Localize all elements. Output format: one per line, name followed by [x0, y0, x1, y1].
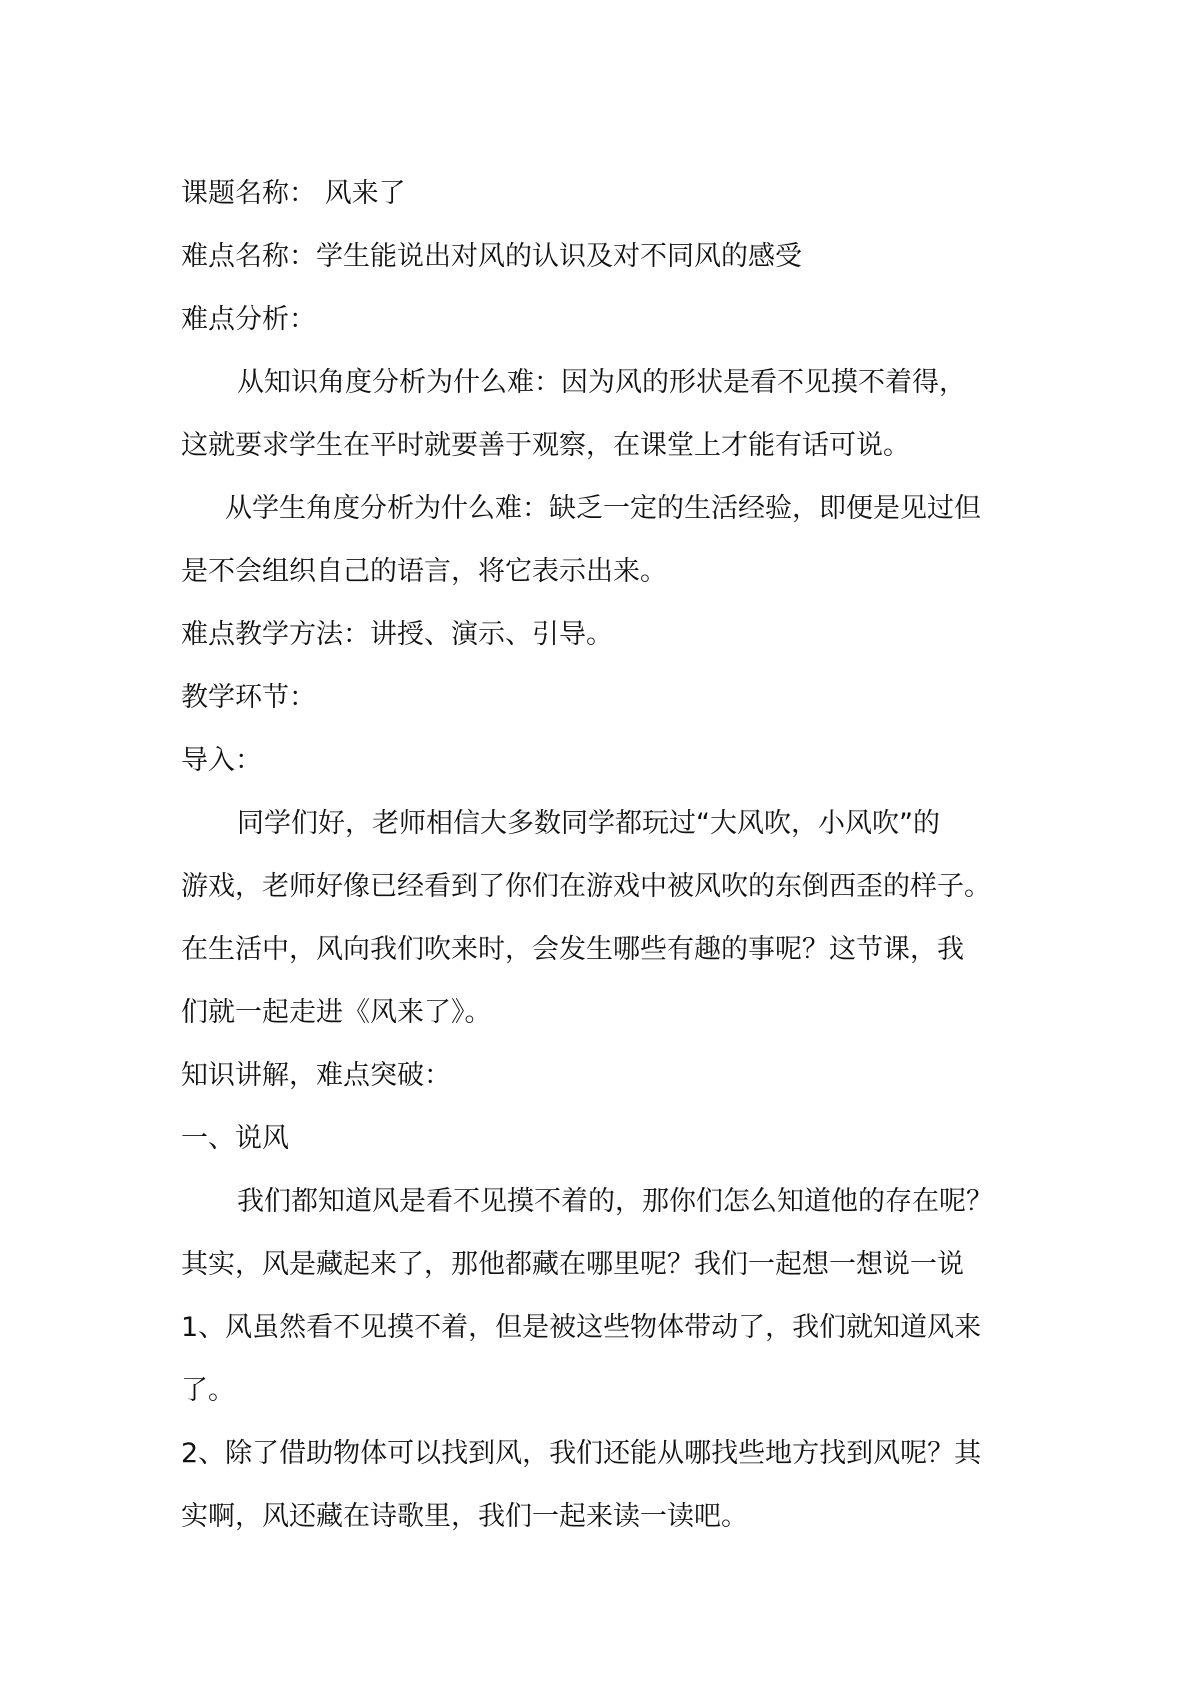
difficulty-name-line: 难点名称：学生能说出对风的认识及对不同风的感受 [181, 241, 802, 272]
introduction-heading: 导入： [181, 745, 262, 776]
list-item-line: 了。 [181, 1375, 235, 1406]
paragraph-line: 我们都知道风是看不见摸不着的，那你们怎么知道他的存在呢？ [237, 1186, 993, 1217]
paragraph-line: 们就一起走进《风来了》。 [181, 997, 492, 1028]
paragraph-line: 游戏，老师好像已经看到了你们在游戏中被风吹的东倒西歪的样子。 [181, 871, 991, 902]
paragraph-line: 在生活中，风向我们吹来时，会发生哪些有趣的事呢？这节课，我 [181, 934, 964, 965]
paragraph-line: 是不会组织自己的语言，将它表示出来。 [181, 556, 667, 587]
list-item-line: 实啊，风还藏在诗歌里，我们一起来读一读吧。 [181, 1501, 748, 1532]
knowledge-heading: 知识讲解，难点突破： [181, 1060, 451, 1091]
paragraph-line: 同学们好，老师相信大多数同学都玩过“大风吹，小风吹”的 [237, 808, 940, 839]
paragraph-line: 其实，风是藏起来了，那他都藏在哪里呢？我们一起想一想说一说 [181, 1249, 964, 1280]
section-heading: 一、说风 [181, 1123, 289, 1154]
lesson-title-line: 课题名称： 风来了 [181, 178, 406, 209]
document-body [181, 162, 1041, 1548]
paragraph-line: 从知识角度分析为什么难：因为风的形状是看不见摸不着得， [237, 367, 966, 398]
paragraph-line: 这就要求学生在平时就要善于观察，在课堂上才能有话可说。 [181, 430, 910, 461]
paragraph-line: 从学生角度分析为什么难：缺乏一定的生活经验，即便是见过但 [225, 493, 981, 524]
list-item-line: 1、风虽然看不见摸不着，但是被这些物体带动了，我们就知道风来 [181, 1312, 982, 1343]
list-item-line: 2、除了借助物体可以找到风，我们还能从哪找些地方找到风呢？其 [181, 1438, 982, 1469]
difficulty-analysis-heading: 难点分析： [181, 304, 316, 335]
teaching-steps-heading: 教学环节： [181, 682, 316, 713]
teaching-method-line: 难点教学方法：讲授、演示、引导。 [181, 619, 613, 650]
